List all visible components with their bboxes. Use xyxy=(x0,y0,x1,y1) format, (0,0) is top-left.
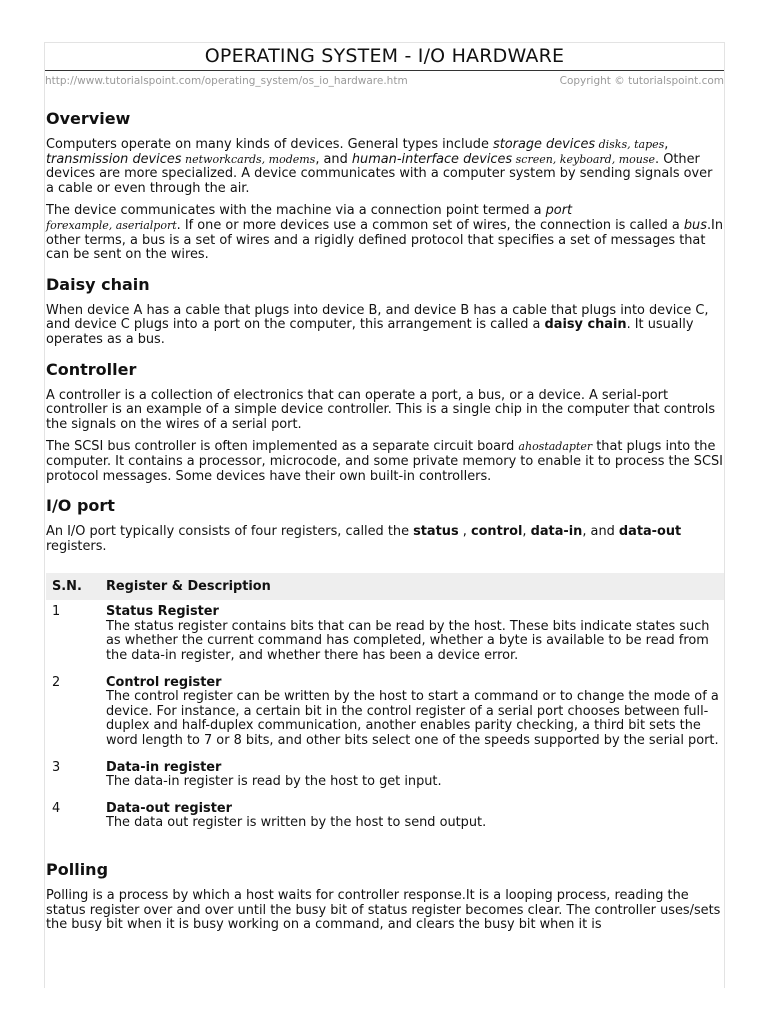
row-description xyxy=(100,756,725,797)
register-desc: The control register can be written by the host to start a command or to change the mode of a device. For instance, a certain bit in the control register of a serial port chooses between full-duplex and half-duplex communication, another enables parity checking, a third bit sets the word length to 7 or 8 bits, and other bits select one of the speeds supported by the serial port. xyxy=(106,689,719,749)
copyright-text: Copyright © tutorialspoint.com xyxy=(559,75,724,87)
overview-paragraph-2: The device communicates with the machine via a connection point termed a port forexample, aserialport. If one or more devices use a common set of wires, the connection is called a bus.In other terms, a bus is a set of wires and a rigidly defined protocol that specifies a set of messages that can be sent on the wires. xyxy=(46,203,724,263)
heading-daisy-chain: Daisy chain xyxy=(46,274,150,294)
heading-io-port: I/O port xyxy=(46,496,115,516)
page-title: OPERATING SYSTEM - I/O HARDWARE xyxy=(45,43,724,71)
column-header-description: Register & Description xyxy=(106,579,271,595)
register-name: Data-in register xyxy=(106,759,222,775)
heading-overview: Overview xyxy=(46,109,131,128)
row-description xyxy=(100,671,725,756)
register-table xyxy=(46,573,725,838)
document-page xyxy=(44,42,725,988)
controller-paragraph-1: A controller is a collection of electronics that can operate a port, a bus, or a device. A serial-port controller is an example of a simple device controller. This is a single chip in the computer that controls the signals on the wires of a serial port. xyxy=(46,387,716,432)
controller-paragraph-2: The SCSI bus controller is often implemented as a separate circuit board ahostadapter that plugs into the computer. It contains a processor, microcode, and some private memory to enable it to process the SCSI protocol messages. Some devices have their own built-in controllers. xyxy=(46,439,723,484)
source-url[interactable]: http://www.tutorialspoint.com/operating_system/os_io_hardware.htm xyxy=(45,75,408,87)
row-sn: 2 xyxy=(52,674,61,690)
article-content xyxy=(45,109,724,933)
url-bar xyxy=(45,71,724,97)
row-sn: 4 xyxy=(52,800,61,816)
table-row xyxy=(46,671,725,756)
register-desc: The data-in register is read by the host to get input. xyxy=(106,774,442,790)
register-name: Control register xyxy=(106,674,222,690)
register-desc: The status register contains bits that can be read by the host. These bits indicate states such as whether the current command has completed, whether a byte is available to be read from the data-in register, and whether there has been a device error. xyxy=(106,618,710,664)
register-desc: The data out register is written by the host to send output. xyxy=(106,815,487,831)
table-row xyxy=(46,756,725,797)
polling-paragraph: Polling is a process by which a host waits for controller response.It is a looping process, reading the status register over and over until the busy bit of status register becomes clear. The controller uses/sets the busy bit when it is busy working on a command, and clears the busy bit when it is xyxy=(46,888,721,933)
register-name: Data-out register xyxy=(106,800,232,816)
heading-polling: Polling xyxy=(46,860,109,879)
row-description xyxy=(100,600,725,670)
io-port-paragraph: An I/O port typically consists of four registers, called the status , control, data-in, and data-out registers. xyxy=(46,524,682,554)
overview-paragraph-1: Computers operate on many kinds of devices. General types include storage devices disks, tapes, transmission devices networkcards, modems, and human-interface devices screen, keyboard, mouse. Other devices are more specialized. A device communicates with a computer system by sending signals over a cable or even through the air. xyxy=(46,137,713,196)
row-sn: 3 xyxy=(52,759,61,775)
table-header-row xyxy=(46,573,725,600)
row-sn: 1 xyxy=(52,604,61,620)
daisy-chain-paragraph: When device A has a cable that plugs into device B, and device B has a cable that plugs into device C, and device C plugs into a port on the computer, this arrangement is called a daisy chain. It usually operates as a bus. xyxy=(46,302,709,347)
column-header-sn: S.N. xyxy=(52,579,82,595)
heading-controller: Controller xyxy=(46,359,137,379)
table-row xyxy=(46,797,725,838)
row-description xyxy=(100,797,725,838)
register-name: Status Register xyxy=(106,604,219,620)
table-row xyxy=(46,600,725,670)
